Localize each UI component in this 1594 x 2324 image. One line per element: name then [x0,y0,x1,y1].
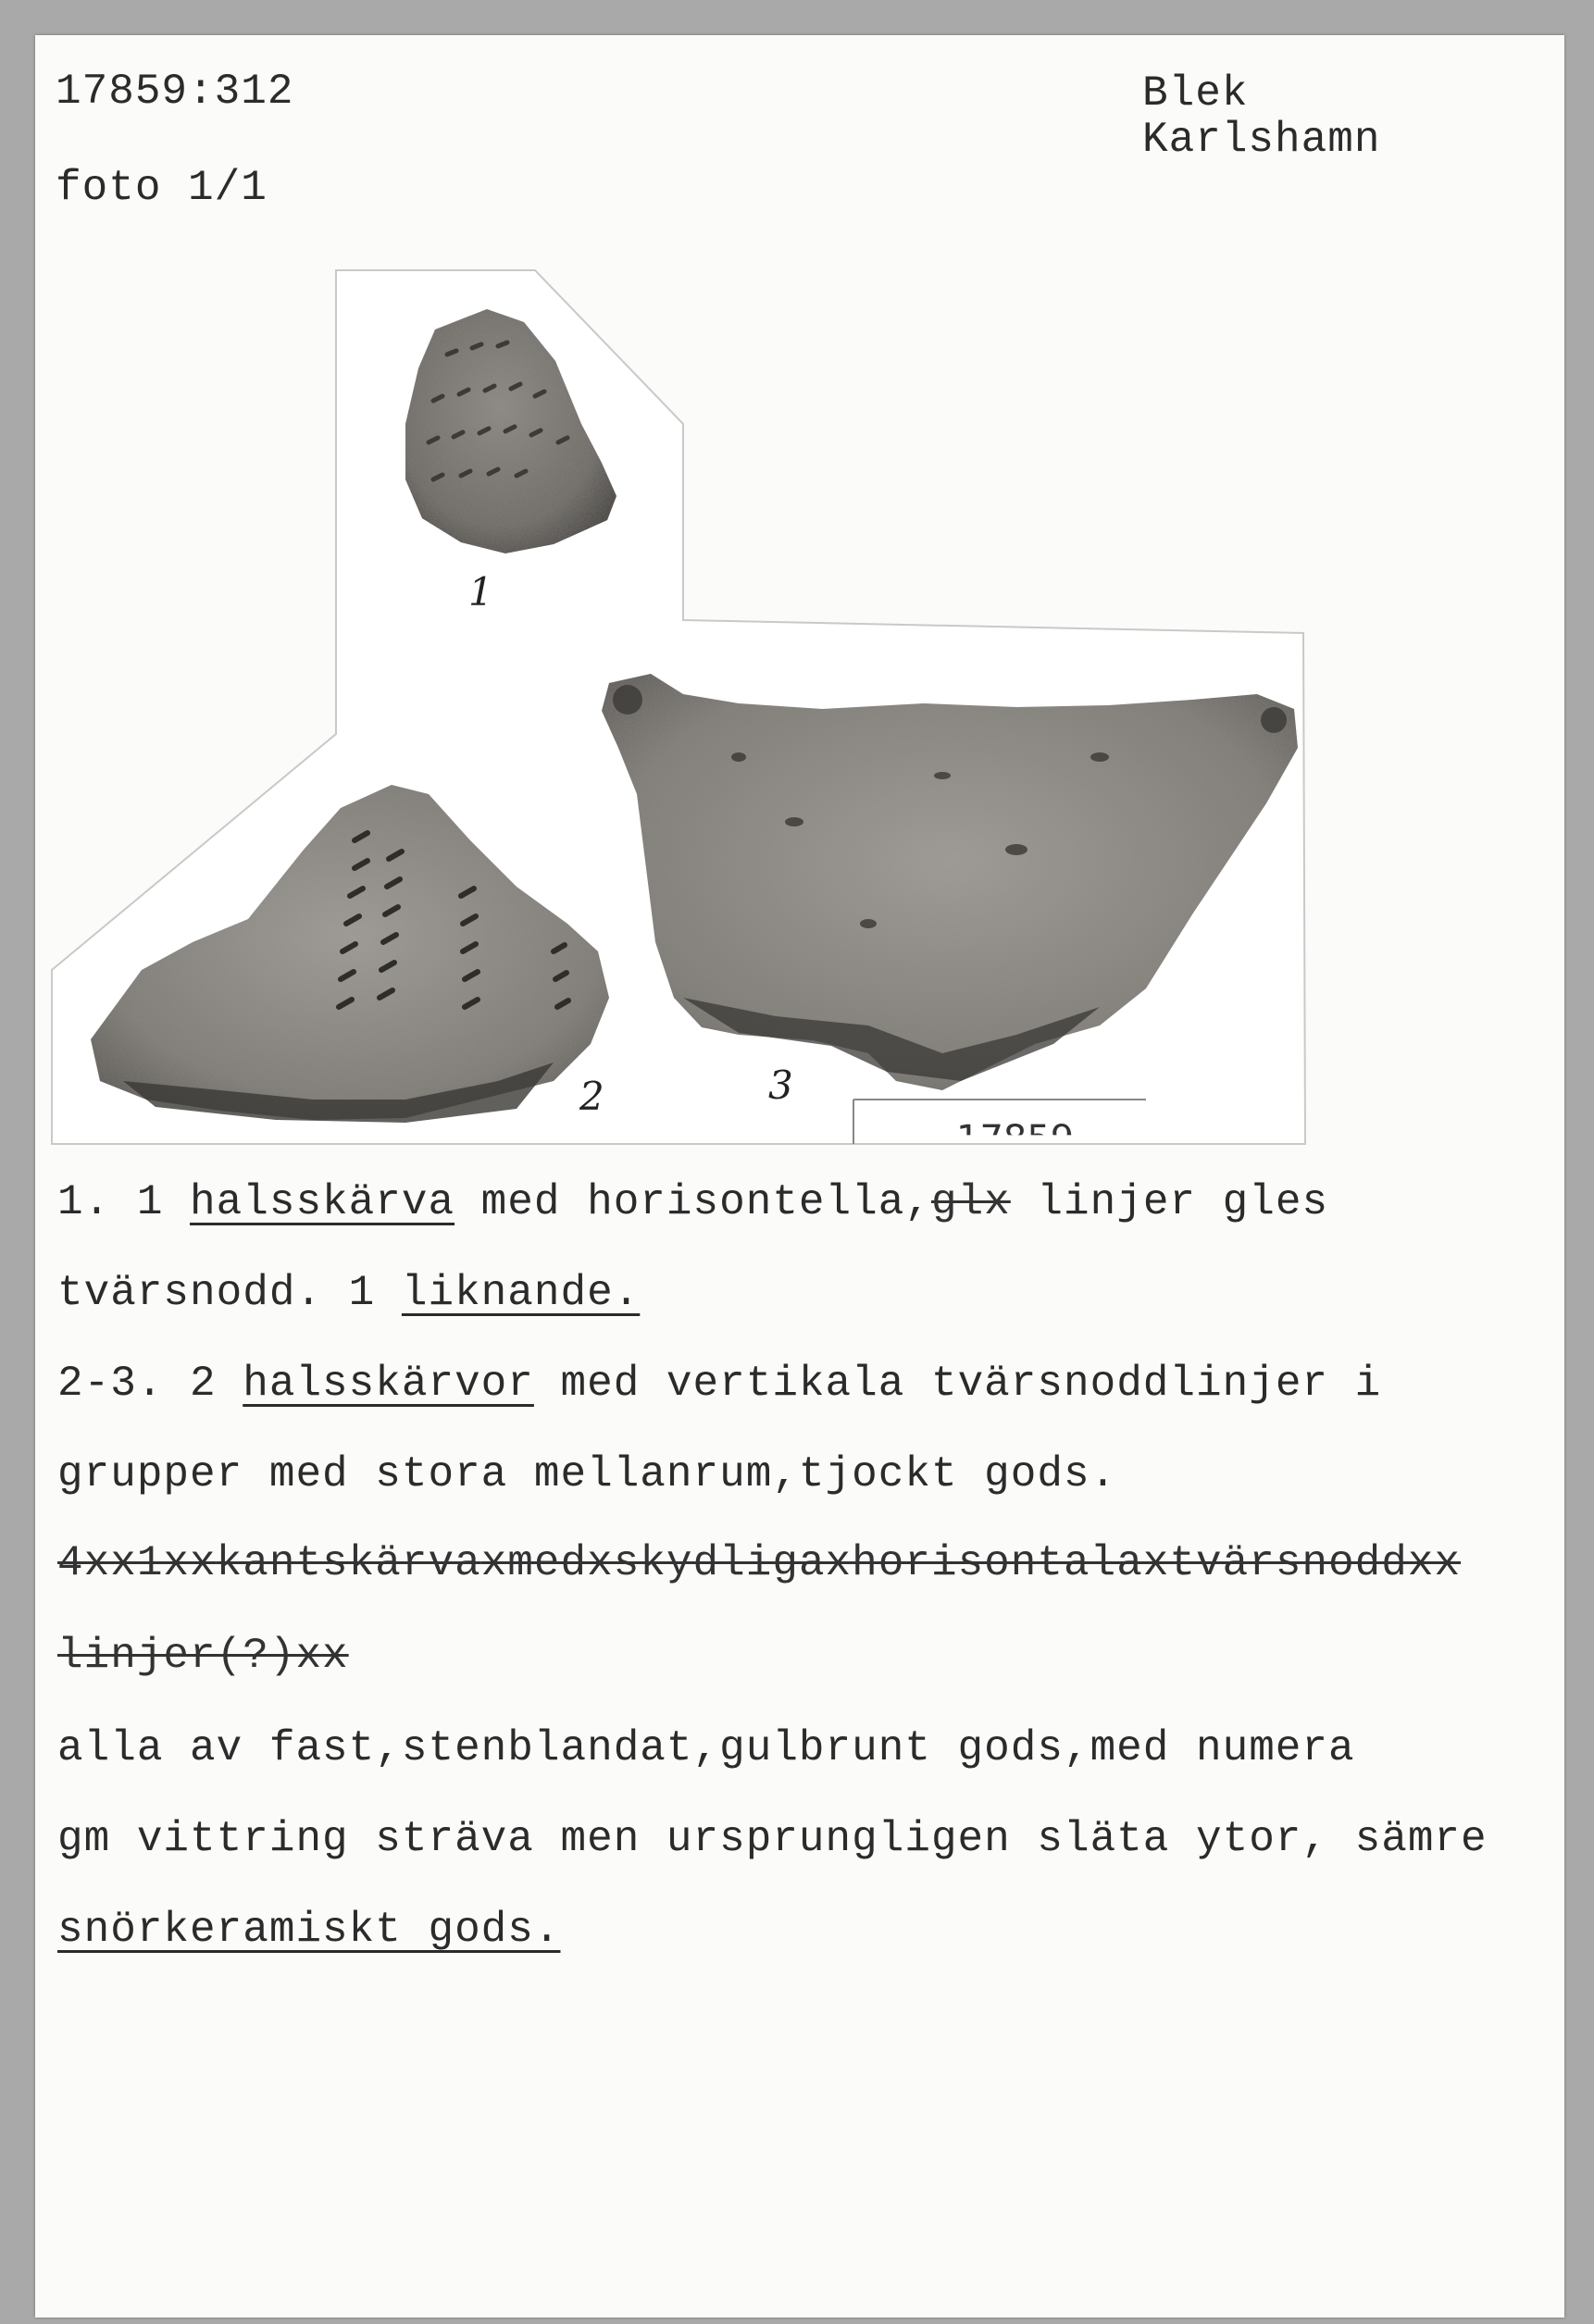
line1-rest: med horisontella, [455,1178,931,1226]
catalog-number: 17859:312 [56,68,294,116]
fragment-label-2: 2 [579,1074,604,1119]
description-line-8: gm vittring sträva men ursprungligen släta ytor, sämre [57,1815,1488,1863]
line1-end: linjer gles [1010,1178,1329,1226]
line5-struck-b: xmedxskydligaxhorisontalaxtvärsnoddxx [480,1539,1462,1587]
line3-prefix: 2-3. 2 [57,1360,243,1408]
description-line-6-struck: linjer(?)xx [57,1632,349,1680]
description-line-2 [57,1269,641,1317]
province: Blek [1142,69,1249,118]
line5-struck-term: kantskärva [216,1539,481,1587]
catalog-card [35,35,1564,2318]
line2-prefix: tvärsnodd. 1 [57,1269,402,1317]
description-line-5-struck [57,1539,1462,1587]
line3-term: halsskärvor [243,1360,534,1408]
description-line-3 [57,1360,1382,1408]
description-line-7: alla av fast,stenblandat,gulbrunt gods,med numera [57,1724,1355,1772]
line2-term: liknande. [401,1269,641,1317]
fragment-label-3: 3 [768,1063,793,1108]
line1-term: halsskärva [190,1178,455,1226]
line5-struck-a: 4xx1xx [57,1539,217,1587]
line1-prefix: 1. 1 [57,1178,191,1226]
description-line-4: grupper med stora mellanrum,tjockt gods. [57,1450,1117,1498]
line3-rest: med vertikala tvärsnoddlinjer i [533,1360,1382,1408]
line1-struck: glx [930,1178,1011,1226]
description-line-1 [57,1178,1329,1226]
photo-scale: foto 1/1 [56,164,268,212]
parish: Karlshamn [1142,116,1381,164]
fragment-label-1: 1 [468,569,493,615]
pottery-photograph [35,35,1564,1155]
description-line-9: snörkeramiskt gods. [57,1906,561,1954]
